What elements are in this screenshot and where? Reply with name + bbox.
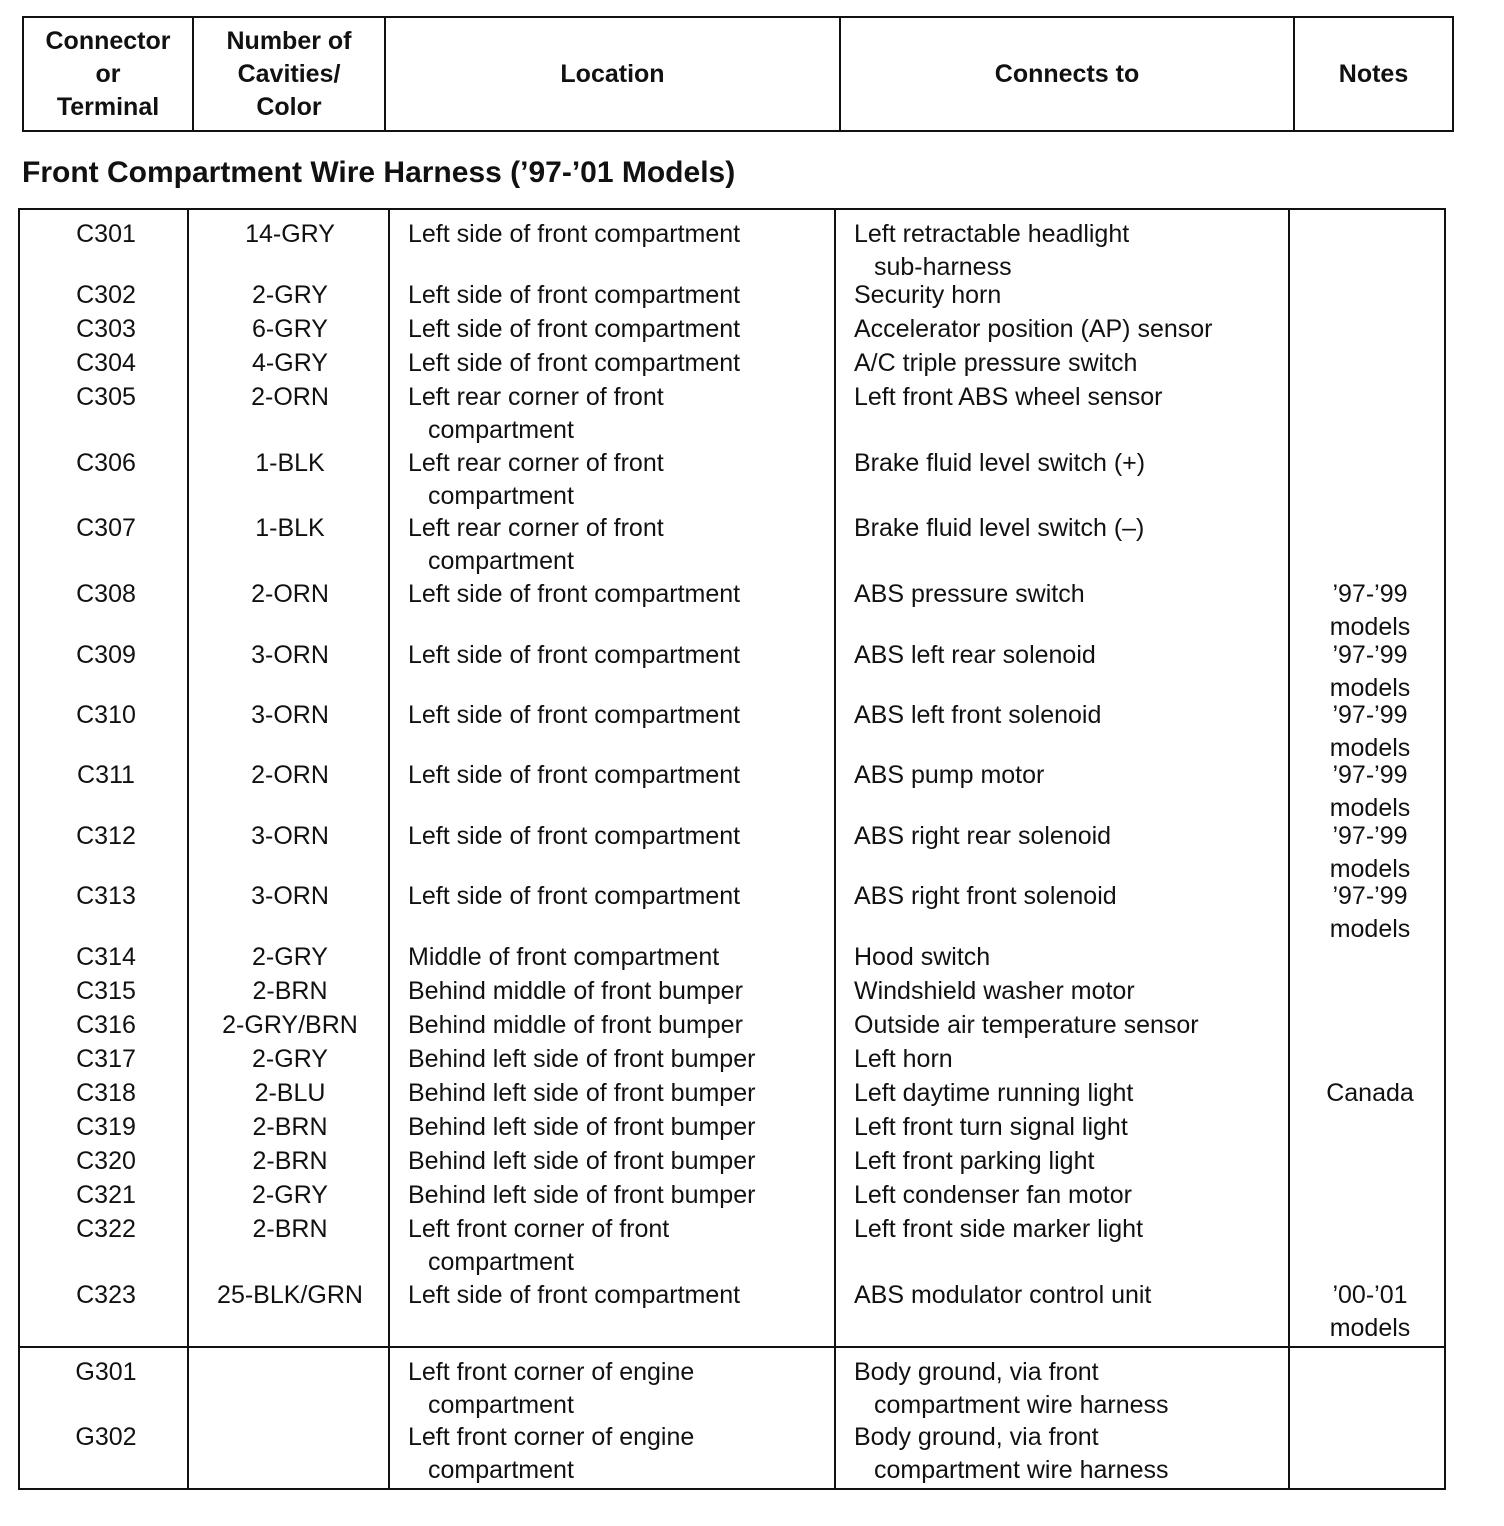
header-notes: Notes [1294, 17, 1453, 131]
notes-cell [1294, 699, 1446, 765]
cell-text-line: compartment wire harness [874, 1456, 1169, 1484]
cell-text-line: Left side of front compartment [408, 1281, 741, 1309]
location-cell [408, 313, 844, 346]
location-cell [408, 975, 844, 1008]
location-cell [408, 578, 844, 611]
connector-cell: C305 [76, 383, 136, 411]
connects-to-cell [854, 512, 1300, 545]
connects-to-cell [854, 941, 1300, 974]
location-cell [408, 1009, 844, 1042]
cell-text-line: Left rear corner of front [408, 514, 664, 542]
connects-to-cell [854, 1145, 1300, 1178]
header-connects-to: Connects to [840, 17, 1294, 131]
cell-text-line: ’97-’99 [1332, 641, 1408, 669]
cell-text-line: Left side of front compartment [408, 641, 741, 669]
cell-text-line: ’97-’99 [1332, 701, 1408, 729]
cell-text-line: ’97-’99 [1332, 761, 1408, 789]
connector-cell: C311 [77, 761, 135, 789]
notes-cell [1294, 880, 1446, 946]
cell-text-line: ’97-’99 [1332, 882, 1408, 910]
cell-text-line: ’00-’01 [1332, 1281, 1408, 1309]
connector-cell: C304 [76, 349, 136, 377]
cell-text-line: Outside air temperature sensor [854, 1011, 1199, 1039]
cavities-cell: 2-BRN [252, 1113, 328, 1141]
location-cell [408, 1043, 844, 1076]
cell-text-line: compartment wire harness [874, 1391, 1169, 1419]
connects-to-cell [854, 820, 1300, 853]
location-cell [408, 512, 844, 578]
connects-to-cell [854, 1356, 1300, 1422]
connects-to-cell [854, 347, 1300, 380]
cell-text-line: Behind left side of front bumper [408, 1181, 756, 1209]
connects-to-cell [854, 1077, 1300, 1110]
cell-text-line: Left side of front compartment [408, 315, 741, 343]
location-cell [408, 820, 844, 853]
cell-text-line: ABS right front solenoid [854, 882, 1117, 910]
cell-text-line: Canada [1326, 1079, 1414, 1107]
connector-cell: C312 [76, 822, 136, 850]
cell-text-line: Left side of front compartment [408, 761, 741, 789]
cell-text-line: Left side of front compartment [408, 580, 741, 608]
column-header-table [22, 16, 1454, 132]
connects-to-cell [854, 975, 1300, 1008]
cell-text-line: Behind left side of front bumper [408, 1147, 756, 1175]
connector-cell: C309 [76, 641, 136, 669]
cell-text-line: Left side of front compartment [408, 349, 741, 377]
cell-text-line: Left condenser fan motor [854, 1181, 1132, 1209]
connects-to-cell [854, 381, 1300, 414]
location-cell [408, 1145, 844, 1178]
cell-text-line: models [1329, 674, 1411, 702]
location-cell [408, 1179, 844, 1212]
cavities-cell: 2-BLU [254, 1079, 326, 1107]
location-cell [408, 1077, 844, 1110]
cell-text-line: Left front corner of engine [408, 1358, 695, 1386]
cavities-cell: 2-ORN [251, 761, 329, 789]
cell-text-line: Left front corner of engine [408, 1423, 695, 1451]
cell-text-line: models [1329, 1314, 1411, 1342]
location-cell [408, 1213, 844, 1279]
cell-text-line: models [1329, 734, 1411, 762]
cell-text-line: models [1329, 613, 1411, 641]
connector-cell: C308 [76, 580, 136, 608]
connector-cell: C319 [76, 1113, 136, 1141]
connector-cell: C320 [76, 1147, 136, 1175]
connector-cell: C316 [76, 1011, 136, 1039]
connector-cell: C306 [76, 449, 136, 477]
cavities-cell: 2-ORN [251, 383, 329, 411]
connects-to-cell [854, 639, 1300, 672]
location-cell [408, 279, 844, 312]
connects-to-cell [854, 1111, 1300, 1144]
cavities-cell: 2-GRY [252, 1181, 328, 1209]
cell-text-line: ’97-’99 [1332, 822, 1408, 850]
cell-text-line: models [1329, 855, 1411, 883]
connector-cell: C301 [76, 220, 136, 248]
cavities-cell: 2-GRY [252, 281, 328, 309]
cell-text-line: Behind left side of front bumper [408, 1079, 756, 1107]
notes-cell [1294, 820, 1446, 886]
location-cell [408, 941, 844, 974]
cell-text-line: Left side of front compartment [408, 281, 741, 309]
cavities-cell: 25-BLK/GRN [217, 1281, 363, 1309]
connects-to-cell [854, 1009, 1300, 1042]
connects-to-cell [854, 1421, 1300, 1487]
connects-to-cell [854, 279, 1300, 312]
connector-cell: C303 [76, 315, 136, 343]
connector-cell: C310 [76, 701, 136, 729]
connects-to-cell [854, 699, 1300, 732]
location-cell [408, 1421, 844, 1487]
connects-to-cell [854, 218, 1300, 284]
cell-text-line: ABS modulator control unit [854, 1281, 1152, 1309]
cell-text-line: Body ground, via front [854, 1423, 1099, 1451]
cell-text-line: models [1329, 915, 1411, 943]
cell-text-line: compartment [428, 547, 574, 575]
cavities-cell: 3-ORN [251, 882, 329, 910]
cell-text-line: Left horn [854, 1045, 953, 1073]
cell-text-line: Left side of front compartment [408, 701, 741, 729]
cell-text-line: ABS left rear solenoid [854, 641, 1096, 669]
cavities-cell: 2-GRY [252, 943, 328, 971]
connects-to-cell [854, 1213, 1300, 1246]
cell-text-line: Left rear corner of front [408, 383, 664, 411]
cell-text-line: Brake fluid level switch (–) [854, 514, 1145, 542]
cell-text-line: compartment [428, 1391, 574, 1419]
notes-cell [1294, 1077, 1446, 1110]
cell-text-line: Security horn [854, 281, 1002, 309]
connector-cell: C313 [76, 882, 136, 910]
cell-text-line: Left retractable headlight [854, 220, 1130, 248]
cavities-cell: 2-GRY/BRN [222, 1011, 358, 1039]
header-cavities: Number of Cavities/ Color [193, 17, 385, 131]
notes-cell [1294, 759, 1446, 825]
connects-to-cell [854, 880, 1300, 913]
location-cell [408, 381, 844, 447]
cell-text-line: compartment [428, 482, 574, 510]
cell-text-line: A/C triple pressure switch [854, 349, 1138, 377]
section-title: Front Compartment Wire Harness (’97-’01 Models) [22, 156, 736, 189]
location-cell [408, 880, 844, 913]
connects-to-cell [854, 1043, 1300, 1076]
location-cell [408, 447, 844, 513]
cavities-cell: 1-BLK [255, 514, 325, 542]
cavities-cell: 2-BRN [252, 1215, 328, 1243]
location-cell [408, 218, 844, 251]
cell-text-line: ABS pump motor [854, 761, 1045, 789]
location-cell [408, 347, 844, 380]
cell-text-line: models [1329, 794, 1411, 822]
cavities-cell: 1-BLK [255, 449, 325, 477]
column-divider [388, 210, 390, 1488]
cell-text-line: ABS left front solenoid [854, 701, 1102, 729]
header-connector: Connector or Terminal [23, 17, 193, 131]
location-cell [408, 1111, 844, 1144]
location-cell [408, 639, 844, 672]
location-cell [408, 759, 844, 792]
notes-cell [1294, 578, 1446, 644]
cavities-cell: 6-GRY [252, 315, 328, 343]
notes-cell [1294, 639, 1446, 705]
cavities-cell: 2-BRN [252, 977, 328, 1005]
connector-cell: C314 [76, 943, 136, 971]
location-cell [408, 1356, 844, 1422]
cell-text-line: Middle of front compartment [408, 943, 720, 971]
header-row [23, 17, 1453, 131]
harness-table [18, 208, 1446, 1490]
cell-text-line: Left side of front compartment [408, 822, 741, 850]
cell-text-line: compartment [428, 1456, 574, 1484]
cell-text-line: Left front parking light [854, 1147, 1095, 1175]
cell-text-line: Brake fluid level switch (+) [854, 449, 1146, 477]
cell-text-line: Behind middle of front bumper [408, 977, 743, 1005]
connects-to-cell [854, 447, 1300, 480]
cell-text-line: Accelerator position (AP) sensor [854, 315, 1213, 343]
cell-text-line: ABS pressure switch [854, 580, 1085, 608]
cell-text-line: Left front ABS wheel sensor [854, 383, 1163, 411]
cell-text-line: Behind left side of front bumper [408, 1045, 756, 1073]
connects-to-cell [854, 759, 1300, 792]
location-cell [408, 699, 844, 732]
connects-to-cell [854, 313, 1300, 346]
cell-text-line: Windshield washer motor [854, 977, 1135, 1005]
cavities-cell: 2-BRN [252, 1147, 328, 1175]
cavities-cell: 2-ORN [251, 580, 329, 608]
cell-text-line: Left side of front compartment [408, 882, 741, 910]
cell-text-line: Body ground, via front [854, 1358, 1099, 1386]
connector-cell: C307 [76, 514, 136, 542]
cell-text-line: Left rear corner of front [408, 449, 664, 477]
connector-cell: C315 [76, 977, 136, 1005]
header-location: Location [385, 17, 840, 131]
connector-cell: C318 [76, 1079, 136, 1107]
connects-to-cell [854, 578, 1300, 611]
connector-cell: C321 [76, 1181, 136, 1209]
connector-cell: C317 [76, 1045, 136, 1073]
location-cell [408, 1279, 844, 1312]
cavities-cell: 2-GRY [252, 1045, 328, 1073]
notes-cell [1294, 1279, 1446, 1345]
cell-text-line: compartment [428, 416, 574, 444]
connects-to-cell [854, 1179, 1300, 1212]
cell-text-line: Left front turn signal light [854, 1113, 1128, 1141]
cell-text-line: ABS right rear solenoid [854, 822, 1112, 850]
connector-cell: G302 [75, 1423, 137, 1451]
cavities-cell: 14-GRY [245, 220, 335, 248]
cell-text-line: ’97-’99 [1332, 580, 1408, 608]
cell-text-line: Left front corner of front [408, 1215, 670, 1243]
connector-cell: C322 [76, 1215, 136, 1243]
cell-text-line: Left daytime running light [854, 1079, 1134, 1107]
cell-text-line: Hood switch [854, 943, 991, 971]
cell-text-line: Left side of front compartment [408, 220, 741, 248]
cell-text-line: Behind middle of front bumper [408, 1011, 743, 1039]
cavities-cell: 3-ORN [251, 641, 329, 669]
cell-text-line: Behind left side of front bumper [408, 1113, 756, 1141]
cell-text-line: Left front side marker light [854, 1215, 1144, 1243]
ground-section-divider [20, 1346, 1444, 1348]
cell-text-line: compartment [428, 1248, 574, 1276]
connects-to-cell [854, 1279, 1300, 1312]
cavities-cell: 3-ORN [251, 822, 329, 850]
connector-cell: C302 [76, 281, 136, 309]
connector-cell: G301 [75, 1358, 137, 1386]
cavities-cell: 3-ORN [251, 701, 329, 729]
cavities-cell: 4-GRY [252, 349, 328, 377]
connector-cell: C323 [76, 1281, 136, 1309]
cell-text-line: sub-harness [874, 253, 1012, 281]
